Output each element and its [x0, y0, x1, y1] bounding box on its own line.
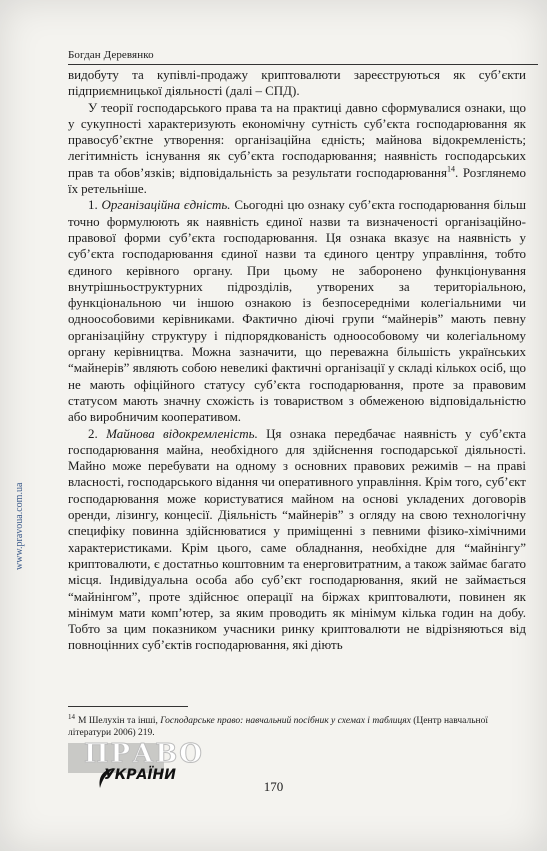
paragraph-theory — [68, 100, 526, 198]
footnote-tail: (Центр навчальної літератури 2006) 219. — [68, 716, 489, 739]
footnote-title: Господарське право: навчальний посібник у схемах і таблицях — [160, 716, 411, 727]
paragraph-text: У теорії господарського права та на практиці давно сформувалися ознаки, що у сукупності характеризують економічну сутність суб’єкта господарювання як правосуб’єктне утворення: організаційна єдність; майнова відокремленість; легітимність існування як суб’єкта господарювання; наявність господарських прав та обов’язків; відповідальність за результати господарювання — [68, 99, 526, 180]
paragraph-tail: . Розглянемо їх ретельніше. — [68, 164, 527, 197]
publisher-logo-word: ПРАВО — [84, 739, 204, 769]
paragraph-text: Сьогодні цю ознаку суб’єкта господарювання більш точно формулюють як наявність єдиної назви та визначеності організаційно-правової форми суб’єкта господарювання. Ця ознака вказує на наявність у суб’єкта господарювання єдиної назви та єдиного центру управління, тобто єдиного керівного органу. При цьому не заборонено функціонування внутрішньоструктурних підрозділів, утворених за територіальною, функціональною чи іншою ознакою із безпосередніми колегіальними чи одноособовими керівниками. Фактично діючі групи “майнерів” мають певну організаційну структуру і підпорядкованість одноособовому чи колегіальному органу керівництва. Можна зазначити, що переважна більшість українських “майнерів” являють собою невеликі фактичні організації у складі кількох осіб, що не мають офіційного статусу суб’єкта господарювання, проте за правовим статусом мають значну схожість із товариством з обмеженою відповідальністю або виробничим кооперативом. — [68, 197, 526, 425]
section-term: Майнова відокремленість. — [106, 425, 258, 441]
paragraph-property-separation — [68, 426, 526, 654]
footnote-text: М Шелухін та інші, — [78, 716, 161, 727]
side-url: www.pravoua.com.ua — [14, 482, 25, 570]
main-text — [68, 67, 526, 654]
list-number: 1. — [88, 197, 102, 213]
paragraph-continuation — [68, 67, 526, 100]
paragraph-organizational-unity — [68, 197, 526, 425]
publisher-logo-sub: УКРАЇНИ — [104, 767, 176, 783]
header-rule — [68, 64, 538, 65]
footnote — [68, 711, 526, 739]
paragraph-text: видобуту та купівлі-продажу криптовалюти зареєструються як суб’єкти підприємницької діяльності (далі – СПД). — [68, 67, 526, 99]
section-term: Організаційна єдність. — [101, 197, 231, 213]
running-head: Богдан Деревянко — [68, 49, 154, 61]
paragraph-text: Ця ознака передбачає наявність у суб’єкта господарювання майна, необхідного для здійснення господарської діяльності. Майно може перебувати на одному з основних правових режимів – на праві власності, господарського відання чи оперативного управління. Крім того, суб’єкт господарювання може користуватися майном на основі укладених договорів оренди, лізингу, концесії. Діяльність “майнерів” з огляду на свою технологічну специфіку повинна здійснюватися у приміщенні з певними фізико-хімічними характеристиками. Крім цього, саме обладнання, необхідне для “майнінгу” криптовалюти, є достатньо коштовним та енерговитратним, а також займає багато місця. Індивідуальна особа або суб’єкт господарювання, який не займається “майнінгом”, проте здійснює операції на біржах криптовалюти, повинен як мінімум мати комп’ютер, за яким проводить як мінімум кілька годин на добу. Тобто за цим показником учасники ринку криптовалюти не відрізняються від повноцінних суб’єктів господарювання, які діють — [68, 425, 526, 653]
footnote-rule — [68, 706, 188, 707]
page-number: 170 — [263, 779, 284, 794]
footnote-ref[interactable]: 14 — [446, 164, 455, 174]
footnote-number: 14 — [68, 713, 75, 721]
list-number: 2. — [88, 425, 107, 441]
